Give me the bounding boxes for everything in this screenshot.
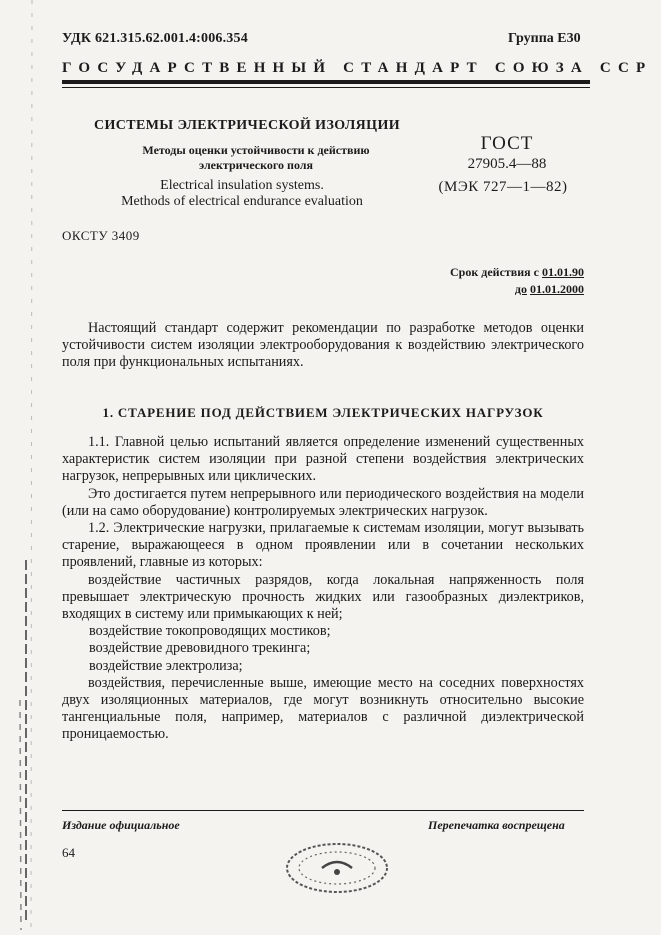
scan-edge-marks	[14, 0, 36, 935]
section-1-body	[62, 434, 584, 744]
subtitle-ru-line-1: Методы оценки устойчивости к действию	[142, 143, 370, 157]
list-item-partial-discharges: воздействие частичных разрядов, когда локальная напряженность поля превышает электрическую прочность жидких или газообразных диэлектриков, входящих в систему или примыкающих к ней;	[62, 571, 584, 623]
list-item-conductive-bridges: воздействие токопроводящих мостиков;	[89, 623, 331, 640]
document-title-ru: СИСТЕМЫ ЭЛЕКТРИЧЕСКОЙ ИЗОЛЯЦИИ	[94, 118, 401, 133]
validity-period	[380, 264, 584, 298]
intro-paragraph: Настоящий стандарт содержит рекомендации по разработке методов оценки устойчивости систем изоляции электрооборудования к воздействию электрического поля при функциональных испытаниях.	[62, 320, 584, 371]
section-1-heading: 1. СТАРЕНИЕ ПОД ДЕЙСТВИЕМ ЭЛЕКТРИЧЕСКИХ НАГРУЗОК	[102, 405, 544, 420]
header-rule-thin	[62, 87, 590, 88]
header-rule-thick	[62, 80, 590, 84]
state-standard-banner: ГОСУДАРСТВЕННЫЙ СТАНДАРТ СОЮЗА ССР	[62, 60, 653, 76]
reprint-prohibited-note: Перепечатка воспрещена	[428, 818, 565, 832]
paragraph-1-2: 1.2. Электрические нагрузки, прилагаемые к системам изоляции, могут вызывать старение, выражающееся в одном проявлении или в сочетании нескольких проявлений, главные из которых:	[62, 520, 584, 571]
gost-label: ГОСТ	[480, 133, 534, 154]
udk-code: УДК 621.315.62.001.4:006.354	[62, 31, 248, 46]
footer-rule	[62, 810, 584, 811]
page-number: 64	[62, 845, 75, 860]
group-code: Группа Е30	[508, 31, 581, 46]
gost-number: 27905.4—88	[467, 156, 547, 172]
library-stamp-icon	[282, 838, 392, 898]
paragraph-1-1-cont: Это достигается путем непрерывного или периодического воздействия на модели (или на само оборудование) контролируемых электрических нагрузок.	[62, 485, 584, 519]
oksty-code: ОКСТУ 3409	[62, 228, 140, 243]
validity-to-line	[380, 281, 584, 298]
list-item-interface-effects: воздействия, перечисленные выше, имеющие место на соседних поверхностях двух изоляционных материалов, где могут возникнуть относительно высокие тангенциальные поля, например, материалов с различной диэлектрической проницаемостью.	[62, 674, 584, 743]
official-edition-note: Издание официальное	[62, 818, 180, 832]
title-en-line-1: Electrical insulation systems.	[160, 178, 324, 193]
subtitle-ru-line-2: электрического поля	[198, 158, 314, 172]
title-en-line-2: Methods of electrical endurance evaluation	[121, 194, 363, 209]
validity-from-date: 01.01.90	[542, 265, 584, 279]
validity-to-label: до	[514, 282, 527, 296]
document-title-en	[92, 178, 392, 210]
paragraph-1-1: 1.1. Главной целью испытаний является определение изменений существенных характеристик систем изоляции при разной степени воздействия электрических нагрузок, непрерывных или циклических.	[62, 434, 584, 485]
validity-from-label: Срок действия с	[450, 265, 539, 279]
list-item-treeing: воздействие древовидного трекинга;	[89, 640, 311, 657]
document-subtitle-ru	[116, 143, 396, 173]
validity-from-line	[380, 264, 584, 281]
list-item-electrolysis: воздействие электролиза;	[89, 657, 243, 674]
iec-reference: (МЭК 727—1—82)	[438, 179, 568, 195]
validity-to-date: 01.01.2000	[530, 282, 584, 296]
